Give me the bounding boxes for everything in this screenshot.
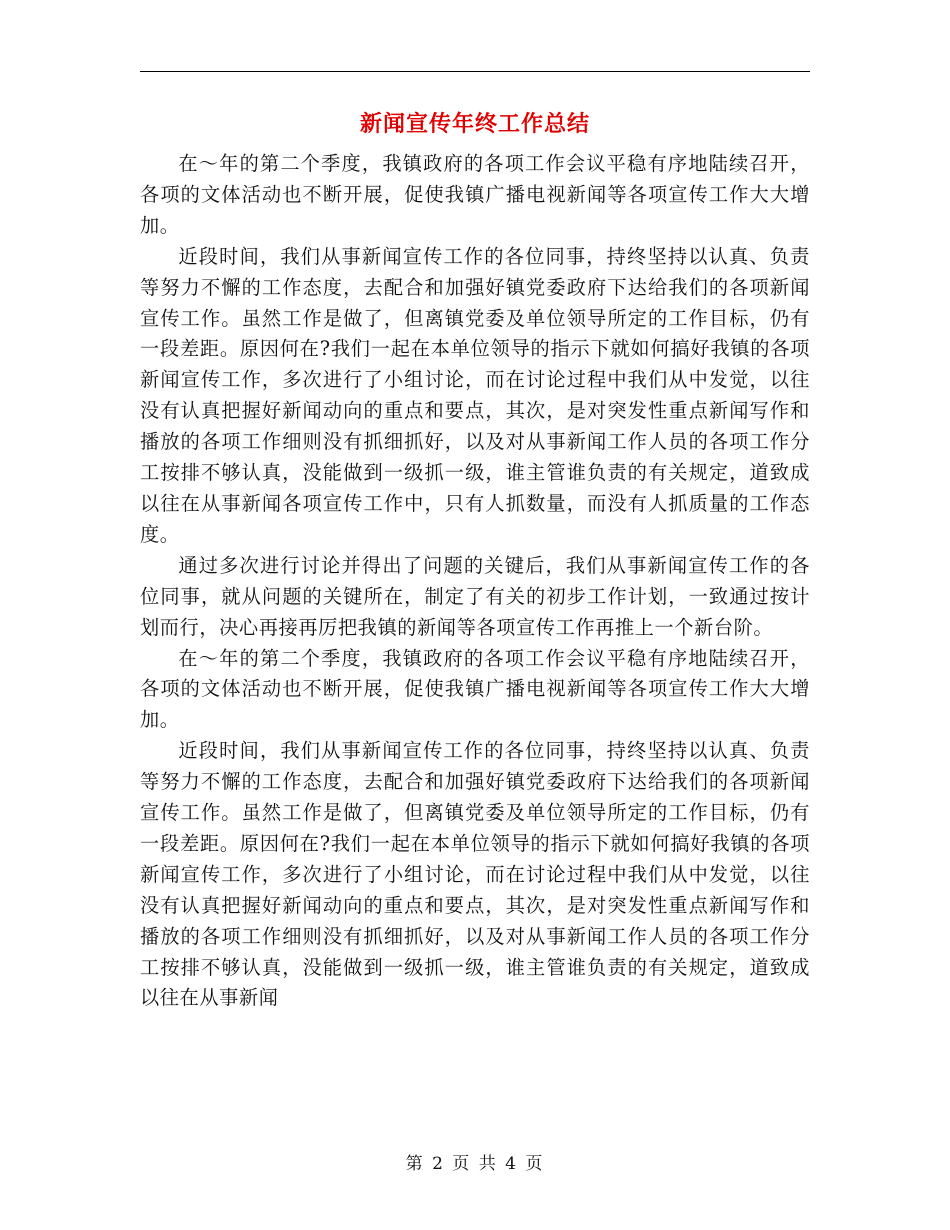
paragraph: 在～年的第二个季度，我镇政府的各项工作会议平稳有序地陆续召开，各项的文体活动也不断开展，促使我镇广播电视新闻等各项宣传工作大大增加。 — [140, 152, 810, 237]
paragraph: 近段时间，我们从事新闻宣传工作的各位同事，持终坚持以认真、负责等努力不懈的工作态度，去配合和加强好镇党委政府下达给我们的各项新闻宣传工作。虽然工作是做了，但离镇党委及单位领导所定的工作目标，仍有一段差距。原因何在?我们一起在本单位领导的指示下就如何搞好我镇的各项新闻宣传工作，多次进行了小组讨论，而在讨论过程中我们从中发觉，以往没有认真把握好新闻动向的重点和要点，其次，是对突发性重点新闻写作和播放的各项工作细则没有抓细抓好，以及对从事新闻工作人员的各项工作分工按排不够认真，没能做到一级抓一级，谁主管谁负责的有关规定，道致成以往在从事新闻 — [140, 739, 810, 1010]
document-body — [140, 149, 810, 1014]
page-number-footer: 第 2 页 共 4 页 — [405, 1154, 545, 1174]
document-title: 新闻宣传年终工作总结 — [359, 111, 590, 137]
paragraph: 在～年的第二个季度，我镇政府的各项工作会议平稳有序地陆续召开，各项的文体活动也不断开展，促使我镇广播电视新闻等各项宣传工作大大增加。 — [140, 646, 810, 732]
header-rule — [140, 71, 810, 72]
paragraph: 通过多次进行讨论并得出了问题的关键后，我们从事新闻宣传工作的各位同事，就从问题的关键所在，制定了有关的初步工作计划，一致通过按计划而行，决心再接再厉把我镇的新闻等各项宣传工作再推上一个新台阶。 — [140, 553, 810, 639]
paragraph: 近段时间，我们从事新闻宣传工作的各位同事，持终坚持以认真、负责等努力不懈的工作态度，去配合和加强好镇党委政府下达给我们的各项新闻宣传工作。虽然工作是做了，但离镇党委及单位领导所定的工作目标，仍有一段差距。原因何在?我们一起在本单位领导的指示下就如何搞好我镇的各项新闻宣传工作，多次进行了小组讨论，而在讨论过程中我们从中发觉，以往没有认真把握好新闻动向的重点和要点，其次，是对突发性重点新闻写作和播放的各项工作细则没有抓细抓好，以及对从事新闻工作人员的各项工作分工按排不够认真，没能做到一级抓一级，谁主管谁负责的有关规定，道致成以往在从事新闻各项宣传工作中，只有人抓数量，而没有人抓质量的工作态度。 — [140, 244, 810, 546]
